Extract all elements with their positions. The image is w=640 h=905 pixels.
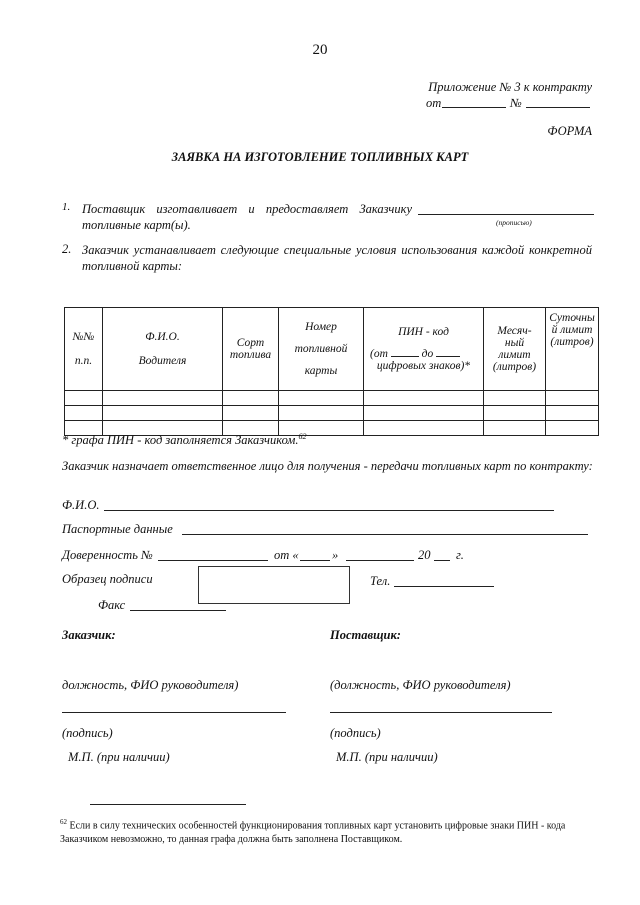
supplier-heading: Поставщик:: [330, 628, 401, 642]
year-suffix: г.: [456, 548, 464, 562]
col-card-number: Номер топливной карты: [279, 308, 364, 391]
contract-date-line: [426, 96, 592, 112]
fax-blank: [130, 610, 226, 611]
appendix-title: Приложение № 3 к контракту: [428, 80, 592, 94]
footnote-separator: [90, 804, 246, 805]
number-label: №: [510, 96, 522, 110]
col-number: №№ п.п.: [65, 308, 103, 391]
item2-number: 2.: [62, 242, 72, 256]
phone-blank: [394, 586, 494, 587]
col-daily-limit: Суточны й лимит (литров): [546, 308, 599, 391]
fuel-card-conditions-table: [64, 307, 599, 436]
supplier-position: (должность, ФИО руководителя): [330, 678, 511, 692]
signature-sample-label: Образец подписи: [62, 572, 153, 586]
phone-label: Тел.: [370, 574, 391, 588]
customer-position: должность, ФИО руководителя): [62, 678, 239, 692]
table-header-row: [65, 308, 599, 391]
year-prefix: 20: [418, 548, 431, 562]
item1-number: 1.: [62, 201, 71, 213]
passport-label: Паспортные данные: [62, 522, 173, 536]
fio-blank: [104, 510, 554, 511]
fio-label: Ф.И.О.: [62, 498, 100, 512]
signature-sample-box: [198, 566, 350, 604]
quote-close: »: [332, 548, 339, 562]
table-row: [65, 406, 599, 421]
fax-label: Факс: [98, 598, 126, 612]
item2-text: Заказчик устанавливает следующие специальные условия использования каждой конкретной топливной карты:: [82, 243, 592, 273]
date-from-label: от «: [274, 548, 299, 562]
responsible-person-text: Заказчик назначает ответственное лицо для получения - передачи топливных карт по контракту:: [62, 459, 593, 473]
power-of-attorney-label: Доверенность №: [62, 548, 153, 562]
passport-blank: [182, 534, 588, 535]
table-row: [65, 391, 599, 406]
table-note: * графа ПИН - код заполняется Заказчиком.$^{62}$: [62, 432, 307, 448]
supplier-signature-label: (подпись): [330, 726, 381, 740]
customer-signature-line: [62, 712, 286, 713]
date-blank: [442, 107, 506, 108]
page-number: 20: [312, 42, 328, 58]
day-blank: [300, 560, 330, 561]
forma-label: ФОРМА: [547, 124, 592, 138]
supplier-signature-line: [330, 712, 552, 713]
document-title: ЗАЯВКА НА ИЗГОТОВЛЕНИЕ ТОПЛИВНЫХ КАРТ: [171, 150, 469, 164]
col-monthly-limit: Месяч- ный лимит (литров): [484, 308, 546, 391]
month-blank: [346, 560, 414, 561]
in-words-hint: (прописью): [496, 218, 532, 227]
year-blank: [434, 560, 450, 561]
number-blank: [526, 107, 590, 108]
col-driver-name: Ф.И.О. Водителя: [103, 308, 223, 391]
customer-heading: Заказчик:: [62, 628, 116, 642]
customer-stamp: М.П. (при наличии): [68, 750, 170, 764]
from-label: от: [426, 96, 442, 110]
item1-text-b: топливные карт(ы).: [82, 218, 191, 232]
supplier-stamp: М.П. (при наличии): [336, 750, 438, 764]
customer-signature-label: (подпись): [62, 726, 113, 740]
item1-text-a: Поставщик изготавливает и предоставляет Заказчику: [82, 202, 412, 216]
col-pin-code: ПИН - код (от до цифровых знаков)*: [364, 308, 484, 391]
footnote: $^{62}$ Если в силу технических особенностей функционирования топливных карт установить цифровые знаки ПИН - кода Заказчиком невозможно, то данная графа должна быть заполнена Поставщиком.: [60, 818, 566, 846]
col-fuel-grade: Сорт топлива: [223, 308, 279, 391]
card-count-blank: [418, 214, 594, 215]
power-of-attorney-blank: [158, 560, 268, 561]
